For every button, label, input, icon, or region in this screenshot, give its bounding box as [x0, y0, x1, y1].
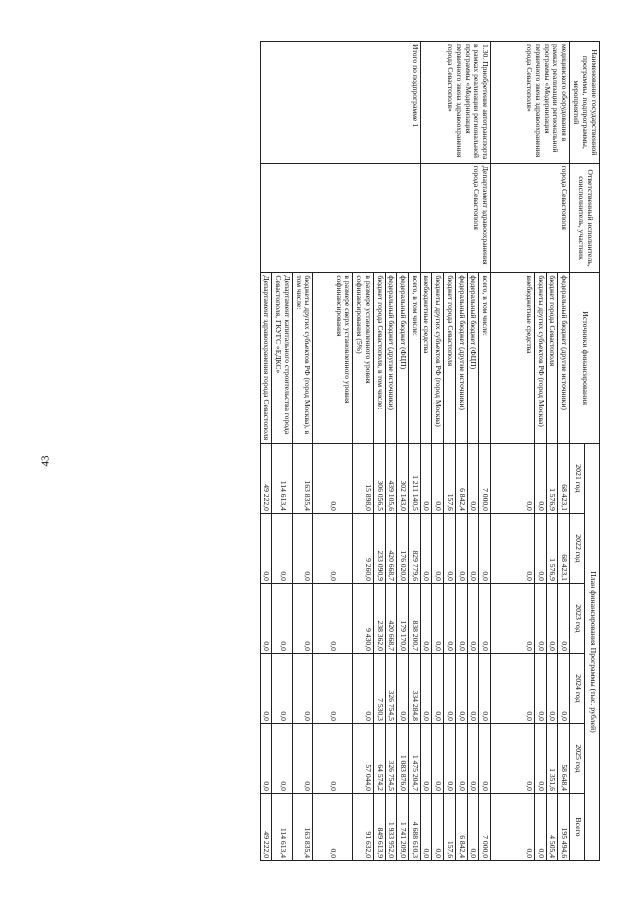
value-cell: 0,0	[260, 723, 272, 793]
value-cell: 7 530,3	[373, 653, 385, 723]
value-cell: 0,0	[292, 653, 312, 723]
total-cell: 0,0	[467, 793, 479, 860]
value-cell: 420 668,7	[385, 513, 397, 583]
value-cell: 0,0	[490, 513, 534, 583]
group3-name: Итого по подпрограмме 1	[260, 42, 420, 164]
group3-executor	[260, 163, 420, 273]
value-cell: 0,0	[467, 653, 479, 723]
value-cell: 0,0	[479, 653, 491, 723]
value-cell: 0,0	[546, 653, 558, 723]
total-cell: 0,0	[420, 793, 432, 860]
value-cell: 0,0	[292, 513, 312, 583]
value-cell: 0,0	[432, 513, 444, 583]
value-cell: 0,0	[558, 583, 570, 653]
value-cell: 0,0	[272, 653, 292, 723]
total-cell: 163 835,4	[292, 793, 312, 860]
source-cell: федеральный бюджет (другие источники)	[455, 273, 467, 443]
value-cell: 326 754,5	[385, 723, 397, 793]
value-cell: 7 000,0	[479, 443, 491, 513]
group1-name: медицинского оборудования в рамках реализации региональной программы «Модернизация первичного звена здравоохранения города Севастополя»	[490, 42, 569, 164]
value-cell: 0,0	[479, 513, 491, 583]
total-cell: 157,6	[444, 793, 456, 860]
total-cell: 4 505,4	[546, 793, 558, 860]
value-cell: 0,0	[292, 723, 312, 793]
header-plan: План финансирования Программы (тыс. рублей)	[585, 443, 600, 860]
group1-body	[490, 42, 569, 861]
value-cell: 1 475 204,7	[408, 723, 420, 793]
value-cell: 0,0	[455, 653, 467, 723]
value-cell: 0,0	[420, 583, 432, 653]
total-cell: 91 632,0	[353, 793, 373, 860]
value-cell: 157,6	[444, 443, 456, 513]
value-cell: 57 044,0	[353, 723, 373, 793]
value-cell: 0,0	[558, 653, 570, 723]
value-cell: 0,0	[432, 583, 444, 653]
source-cell: бюджеты других субъектов РФ (город Москва)	[432, 273, 444, 443]
value-cell: 0,0	[534, 443, 546, 513]
source-cell: Департамент капитального строительства города Севастополя, ГКУГС «ЕДКС»	[272, 273, 292, 443]
value-cell: 0,0	[260, 653, 272, 723]
value-cell: 179 170,0	[397, 583, 409, 653]
source-cell: федеральный бюджет (ФЦП)	[397, 273, 409, 443]
total-cell: 49 222,0	[260, 793, 272, 860]
value-cell: 1 576,9	[546, 443, 558, 513]
source-cell: бюджеты других субъектов РФ (город Москва)	[534, 273, 546, 443]
table-row	[408, 42, 420, 861]
value-cell: 0,0	[397, 653, 409, 723]
value-cell: 302 143,0	[397, 443, 409, 513]
value-cell: 0,0	[313, 723, 353, 793]
source-cell: бюджеты других субъектов РФ (город Москва), в том числе:	[292, 273, 312, 443]
value-cell: 0,0	[353, 653, 373, 723]
total-cell: 0,0	[534, 793, 546, 860]
value-cell: 0,0	[479, 723, 491, 793]
source-cell: бюджет города Севастополя	[444, 273, 456, 443]
value-cell: 114 613,4	[272, 443, 292, 513]
header-year: 2024 год	[570, 653, 585, 723]
value-cell: 0,0	[444, 723, 456, 793]
rotated-table-container	[65, 41, 600, 861]
value-cell: 0,0	[534, 653, 546, 723]
value-cell: 0,0	[467, 443, 479, 513]
group3-body	[260, 42, 420, 861]
source-cell: федеральный бюджет (другие источники)	[385, 273, 397, 443]
source-cell: в размере сверх установленного уровня софинансирования	[313, 273, 353, 443]
source-cell: внебюджетные средства	[490, 273, 534, 443]
value-cell: 0,0	[534, 583, 546, 653]
total-cell: 849 613,9	[373, 793, 385, 860]
value-cell: 0,0	[260, 513, 272, 583]
source-cell: всего, в том числе:	[479, 273, 491, 443]
total-cell: 6 842,4	[455, 793, 467, 860]
header-row-1	[585, 42, 600, 861]
value-cell: 0,0	[444, 653, 456, 723]
value-cell: 64 574,2	[373, 723, 385, 793]
group2-body	[420, 42, 490, 861]
value-cell: 9 430,0	[353, 583, 373, 653]
value-cell: 0,0	[313, 443, 353, 513]
group2-executor: Департамент здравоохранения города Севастополя	[420, 163, 490, 273]
value-cell: 0,0	[260, 583, 272, 653]
header-total: Всего	[570, 793, 585, 860]
value-cell: 233 090,9	[373, 513, 385, 583]
value-cell: 0,0	[546, 583, 558, 653]
header-source: Источники финансирования	[570, 273, 600, 443]
value-cell: 176 020,0	[397, 513, 409, 583]
value-cell: 0,0	[444, 583, 456, 653]
total-cell: 0,0	[432, 793, 444, 860]
value-cell: 0,0	[534, 513, 546, 583]
group2-name: 1.30. Приобретение автотранспорта в рамках реализации региональной программы «Модернизация первичного звена здравоохранения города Севастополя»	[420, 42, 490, 164]
value-cell: 334 284,8	[408, 653, 420, 723]
value-cell: 0,0	[467, 723, 479, 793]
table-row	[558, 42, 570, 861]
source-cell: Департамент здравоохранения города Севастополя	[260, 273, 272, 443]
value-cell: 0,0	[432, 443, 444, 513]
value-cell: 0,0	[272, 513, 292, 583]
total-cell: 0,0	[313, 793, 353, 860]
value-cell: 0,0	[479, 583, 491, 653]
value-cell: 15 898,0	[353, 443, 373, 513]
value-cell: 6 842,4	[455, 443, 467, 513]
value-cell: 1 083 876,0	[397, 723, 409, 793]
value-cell: 1 576,9	[546, 513, 558, 583]
value-cell: 306 056,5	[373, 443, 385, 513]
value-cell: 0,0	[420, 513, 432, 583]
value-cell: 838 200,7	[408, 583, 420, 653]
value-cell: 0,0	[313, 513, 353, 583]
value-cell: 0,0	[432, 723, 444, 793]
value-cell: 829 779,6	[408, 513, 420, 583]
value-cell: 0,0	[432, 653, 444, 723]
value-cell: 0,0	[490, 723, 534, 793]
header-year: 2025 год	[570, 723, 585, 793]
value-cell: 0,0	[455, 583, 467, 653]
value-cell: 49 222,0	[260, 443, 272, 513]
source-cell: бюджет города Севастополя, в том числе:	[373, 273, 385, 443]
total-cell: 114 613,4	[272, 793, 292, 860]
total-cell: 7 000,0	[479, 793, 491, 860]
value-cell: 0,0	[420, 653, 432, 723]
value-cell: 0,0	[490, 583, 534, 653]
value-cell: 0,0	[420, 723, 432, 793]
value-cell: 1 211 140,5	[408, 443, 420, 513]
value-cell: 439 105,6	[385, 443, 397, 513]
source-cell: в размере установленного уровня софинансирования (5%)	[353, 273, 373, 443]
value-cell: 163 835,4	[292, 443, 312, 513]
source-cell: всего, в том числе:	[408, 273, 420, 443]
value-cell: 0,0	[455, 723, 467, 793]
total-cell: 4 688 610,3	[408, 793, 420, 860]
source-cell: федеральный бюджет (ФЦП)	[467, 273, 479, 443]
value-cell: 420 668,7	[385, 583, 397, 653]
value-cell: 0,0	[455, 513, 467, 583]
value-cell: 0,0	[272, 583, 292, 653]
page-number: 43	[39, 455, 52, 467]
value-cell: 0,0	[272, 723, 292, 793]
header-year: 2023 год	[570, 583, 585, 653]
header-year: 2021 год	[570, 443, 585, 513]
header-year: 2022 год	[570, 513, 585, 583]
source-cell: внебюджетные средства	[420, 273, 432, 443]
total-cell: 195 494,6	[558, 793, 570, 860]
header-name: Наименование государственной программы, подпрограммы, мероприятий	[570, 42, 600, 164]
value-cell: 0,0	[313, 583, 353, 653]
source-cell: федеральный бюджет (другие источники)	[558, 273, 570, 443]
total-cell: 0,0	[490, 793, 534, 860]
financing-table	[260, 41, 600, 861]
value-cell: 9 260,0	[353, 513, 373, 583]
value-cell: 0,0	[313, 653, 353, 723]
value-cell: 68 423,1	[558, 513, 570, 583]
header-executor: Ответственный исполнитель, соисполнитель, участник	[570, 163, 600, 273]
table-row	[479, 42, 491, 861]
total-cell: 1 933 952,0	[385, 793, 397, 860]
value-cell: 0,0	[467, 513, 479, 583]
value-cell: 68 423,1	[558, 443, 570, 513]
value-cell: 326 754,5	[385, 653, 397, 723]
value-cell: 0,0	[534, 723, 546, 793]
value-cell: 0,0	[420, 443, 432, 513]
value-cell: 1 351,6	[546, 723, 558, 793]
value-cell: 238 362,0	[373, 583, 385, 653]
value-cell: 58 648,4	[558, 723, 570, 793]
total-cell: 1 741 209,0	[397, 793, 409, 860]
value-cell: 0,0	[490, 443, 534, 513]
value-cell: 0,0	[292, 583, 312, 653]
value-cell: 0,0	[467, 583, 479, 653]
source-cell: бюджет города Севастополя	[546, 273, 558, 443]
group1-executor: города Севастополя	[490, 163, 569, 273]
value-cell: 0,0	[444, 513, 456, 583]
value-cell: 0,0	[490, 653, 534, 723]
